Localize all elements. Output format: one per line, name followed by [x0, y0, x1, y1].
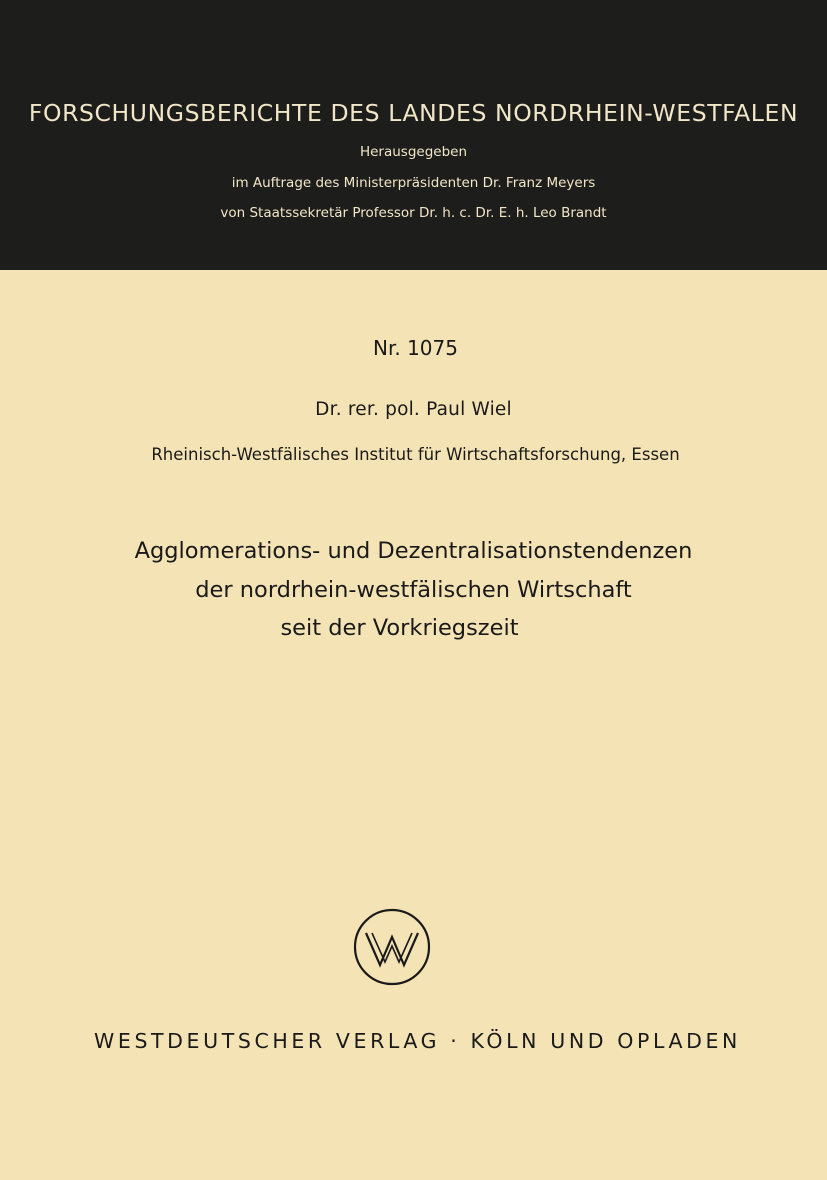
author-name: Dr. rer. pol. Paul Wiel	[315, 399, 512, 420]
issue-number: Nr. 1075	[373, 336, 458, 360]
publisher-line: WESTDEUTSCHER VERLAG · KÖLN UND OPLADEN	[94, 1029, 741, 1053]
header-band	[0, 0, 827, 270]
institute: Rheinisch-Westfälisches Institut für Wirtschaftsforschung, Essen	[151, 445, 680, 464]
editor-line-3: von Staatssekretär Professor Dr. h. c. Dr. E. h. Leo Brandt	[220, 205, 607, 221]
series-title: FORSCHUNGSBERICHTE DES LANDES NORDRHEIN-WESTFALEN	[28, 99, 799, 127]
book-title-line-1: Agglomerations- und Dezentralisationstendenzen	[134, 538, 693, 564]
book-title-line-2: der nordrhein-westfälischen Wirtschaft	[195, 577, 632, 603]
editor-line-2: im Auftrage des Ministerpräsidenten Dr. Franz Meyers	[231, 175, 596, 191]
editor-line-1: Herausgegeben	[359, 144, 468, 160]
publisher-logo-icon	[352, 907, 432, 987]
book-title-line-3: seit der Vorkriegszeit	[280, 615, 519, 641]
